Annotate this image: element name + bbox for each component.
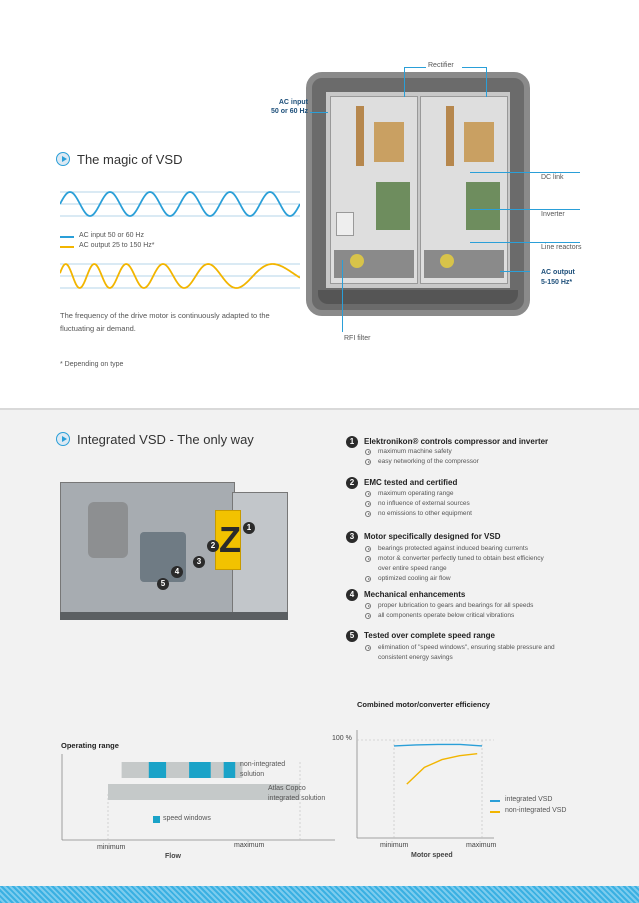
reactor-coil [440, 254, 454, 268]
copper-busbar [446, 106, 454, 166]
callout-rfi-filter: RFI filter [344, 335, 371, 342]
bar2-label-line2: integrated solution [268, 795, 326, 802]
bullet-icon [365, 511, 371, 517]
callout-line [470, 242, 580, 243]
operating-chart-title: Operating range [61, 741, 119, 750]
rfi-filter-module [336, 212, 354, 236]
legend-output-swatch [60, 246, 74, 248]
feature-item: maximum operating range [378, 490, 454, 497]
callout-line [404, 67, 405, 97]
callout-dc-link: DC link [541, 174, 564, 181]
copper-busbar [356, 106, 364, 166]
callout-line [470, 209, 580, 210]
bullet-icon [365, 546, 371, 552]
feature-number: 2 [346, 477, 358, 489]
efficiency-x-min: minimum [380, 842, 409, 849]
legend-non-integrated-swatch [490, 811, 500, 813]
legend-input-label: AC input 50 or 60 Hz [79, 232, 144, 239]
feature-item: elimination of "speed windows", ensuring stable pressure and [378, 644, 555, 651]
feature-item: motor & converter perfectly tuned to obtain best efficiency [378, 555, 544, 562]
speed-window-mark [149, 762, 166, 778]
vsd-cabinet-illustration [306, 72, 530, 316]
callout-ac-output-line1: AC output [541, 269, 575, 276]
feature-item-continued: over entire speed range [378, 565, 447, 572]
callout-line [404, 67, 426, 68]
cabinet-interior [326, 92, 510, 288]
marker-4: 4 [171, 566, 183, 578]
inverter-board [376, 182, 410, 230]
compressor-illustration [60, 472, 290, 622]
callout-line [470, 172, 580, 173]
play-icon [56, 152, 70, 166]
feature-number: 1 [346, 436, 358, 448]
operating-x-max: maximum [234, 842, 265, 849]
line-reactor-block [424, 250, 504, 278]
feature-number: 3 [346, 531, 358, 543]
feature-title: Elektronikon® controls compressor and inverter [364, 437, 549, 446]
callout-line-reactors: Line reactors [541, 244, 582, 251]
feature-item: proper lubrication to gears and bearings for all speeds [378, 602, 534, 609]
efficiency-xlabel: Motor speed [411, 852, 453, 859]
feature-item: easy networking of the compressor [378, 458, 479, 465]
callout-line [342, 260, 343, 332]
marker-1: 1 [243, 522, 255, 534]
callout-rectifier: Rectifier [428, 62, 454, 69]
bullet-icon [365, 556, 371, 562]
line-reactor-block [334, 250, 414, 278]
z-logo: Z [219, 519, 241, 560]
feature-title: Motor specifically designed for VSD [364, 532, 501, 541]
integrated-vsd-line [394, 744, 482, 746]
feature-item: optimized cooling air flow [378, 575, 451, 582]
compressor-base [60, 612, 288, 620]
play-icon [56, 432, 70, 446]
feature-item-continued: consistent energy savings [378, 654, 453, 661]
efficiency-chart-title: Combined motor/converter efficiency [357, 700, 490, 709]
feature-item: all components operate below critical vibrations [378, 612, 515, 619]
rectifier-module [374, 122, 404, 162]
legend-integrated-label: integrated VSD [505, 796, 553, 803]
legend-integrated-swatch [490, 800, 500, 802]
feature-item: bearings protected against induced bearing currents [378, 545, 528, 552]
feature-number: 4 [346, 589, 358, 601]
bullet-icon [365, 613, 371, 619]
feature-title: Tested over complete speed range [364, 631, 496, 640]
feature-item: maximum machine safety [378, 448, 452, 455]
legend-output-label: AC output 25 to 150 Hz* [79, 242, 155, 249]
efficiency-x-max: maximum [466, 842, 497, 849]
non-integrated-vsd-line [407, 754, 477, 784]
bar1-label-line2: solution [240, 771, 265, 778]
speed-windows-swatch [153, 816, 160, 823]
bar2-label [268, 784, 325, 804]
callout-arrow-line [310, 112, 328, 113]
feature-title: EMC tested and certified [364, 478, 458, 487]
bullet-icon [365, 501, 371, 507]
cabinet-base [318, 290, 518, 304]
efficiency-y-tick: 100 % [332, 735, 352, 742]
callout-line [462, 67, 486, 68]
legend-input-swatch [60, 236, 74, 238]
bullet-icon [365, 645, 371, 651]
marker-3: 3 [193, 556, 205, 568]
bullet-icon [365, 576, 371, 582]
section1-description: The frequency of the drive motor is continuously adapted to the fluctuating air demand. [60, 311, 270, 333]
bullet-icon [365, 459, 371, 465]
speed-window-mark [224, 762, 236, 778]
callout-line [486, 67, 487, 97]
section1-title: The magic of VSD [77, 152, 183, 167]
bullet-icon [365, 603, 371, 609]
speed-windows-label: speed windows [163, 815, 211, 822]
feature-title: Mechanical enhancements [364, 590, 466, 599]
operating-xlabel: Flow [165, 853, 181, 860]
bullet-icon [365, 491, 371, 497]
rectifier-module [464, 122, 494, 162]
callout-inverter: Inverter [541, 211, 565, 218]
inverter-board [466, 182, 500, 230]
section1-footnote: * Depending on type [60, 361, 124, 368]
callout-ac-output-line2: 5-150 Hz* [541, 279, 573, 286]
waveform-chart [60, 182, 300, 296]
bar2-label-line1: Atlas Copco [268, 785, 306, 792]
feature-item: no emissions to other equipment [378, 510, 472, 517]
legend-non-integrated-label: non-integrated VSD [505, 807, 567, 814]
feature-number: 5 [346, 630, 358, 642]
reactor-coil [350, 254, 364, 268]
footer-stripe [0, 886, 639, 903]
callout-ac-input-line2: 50 or 60 Hz [271, 108, 308, 115]
feature-item: no influence of external sources [378, 500, 470, 507]
bullet-icon [365, 449, 371, 455]
efficiency-chart [356, 730, 496, 844]
speed-window-mark [189, 762, 211, 778]
motor-unit [88, 502, 128, 558]
operating-x-min: minimum [97, 844, 126, 851]
bar1-label [240, 760, 285, 780]
section2-title: Integrated VSD - The only way [77, 432, 254, 447]
marker-2: 2 [207, 540, 219, 552]
marker-5: 5 [157, 578, 169, 590]
bar1-label-line1: non-integrated [240, 761, 286, 768]
callout-ac-input-line1: AC input [278, 99, 308, 106]
callout-arrow-line [500, 271, 530, 272]
